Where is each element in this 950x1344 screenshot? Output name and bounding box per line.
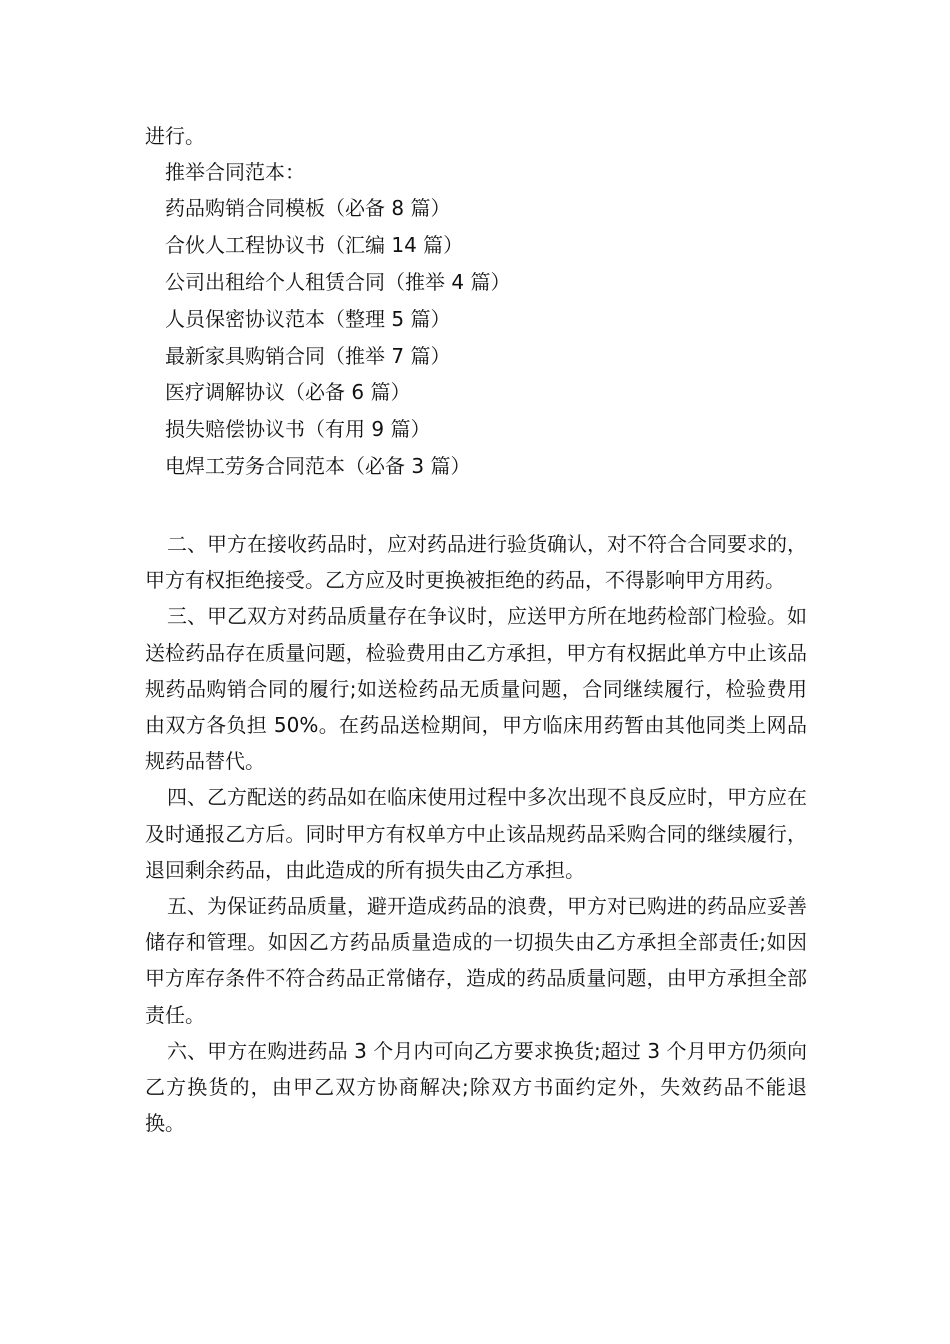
- recommended-heading: 推举合同范本：: [165, 160, 305, 184]
- contract-clauses: [145, 526, 807, 1141]
- clause-paragraph: 六、甲方在购进药品 3 个月内可向乙方要求换货;超过 3 个月甲方仍须向乙方换货的，由甲乙双方协商解决;除双方书面约定外，失效药品不能退换。: [145, 1038, 807, 1136]
- recommended-item[interactable]: 最新家具购销合同（推举 7 篇）: [165, 343, 451, 368]
- recommended-item[interactable]: 医疗调解协议（必备 6 篇）: [165, 380, 411, 405]
- clause-paragraph: 五、为保证药品质量，避开造成药品的浪费，甲方对已购进的药品应妥善储存和管理。如因乙方药品质量造成的一切损失由乙方承担全部责任;如因甲方库存条件不符合药品正常储存，造成的药品质量问题，由甲方承担全部责任。: [145, 894, 807, 1027]
- recommended-item[interactable]: 人员保密协议范本（整理 5 篇）: [165, 306, 451, 331]
- recommended-item[interactable]: 损失赔偿协议书（有用 9 篇）: [165, 417, 431, 442]
- lead-line: 进行。: [145, 124, 205, 148]
- clause-paragraph: 三、甲乙双方对药品质量存在争议时，应送甲方所在地药检部门检验。如送检药品存在质量问题，检验费用由乙方承担，甲方有权据此单方中止该品规药品购销合同的履行;如送检药品无质量问题，合同继续履行，检验费用由双方各负担 50%。在药品送检期间，甲方临床用药暂由其他同类上网品规药品替代。: [145, 604, 807, 774]
- recommended-item[interactable]: 药品购销合同模板（必备 8 篇）: [165, 196, 451, 220]
- recommended-list: [165, 190, 510, 485]
- clause-paragraph: 二、甲方在接收药品时，应对药品进行验货确认，对不符合合同要求的，甲方有权拒绝接受。乙方应及时更换被拒绝的药品，不得影响甲方用药。: [145, 532, 807, 593]
- recommended-item[interactable]: 电焊工劳务合同范本（必备 3 篇）: [165, 454, 471, 479]
- recommended-item[interactable]: 公司出租给个人租赁合同（推举 4 篇）: [165, 269, 511, 294]
- clause-paragraph: 四、乙方配送的药品如在临床使用过程中多次出现不良反应时，甲方应在及时通报乙方后。同时甲方有权单方中止该品规药品采购合同的继续履行，退回剩余药品，由此造成的所有损失由乙方承担。: [145, 785, 807, 882]
- recommended-item[interactable]: 合伙人工程协议书（汇编 14 篇）: [165, 232, 464, 257]
